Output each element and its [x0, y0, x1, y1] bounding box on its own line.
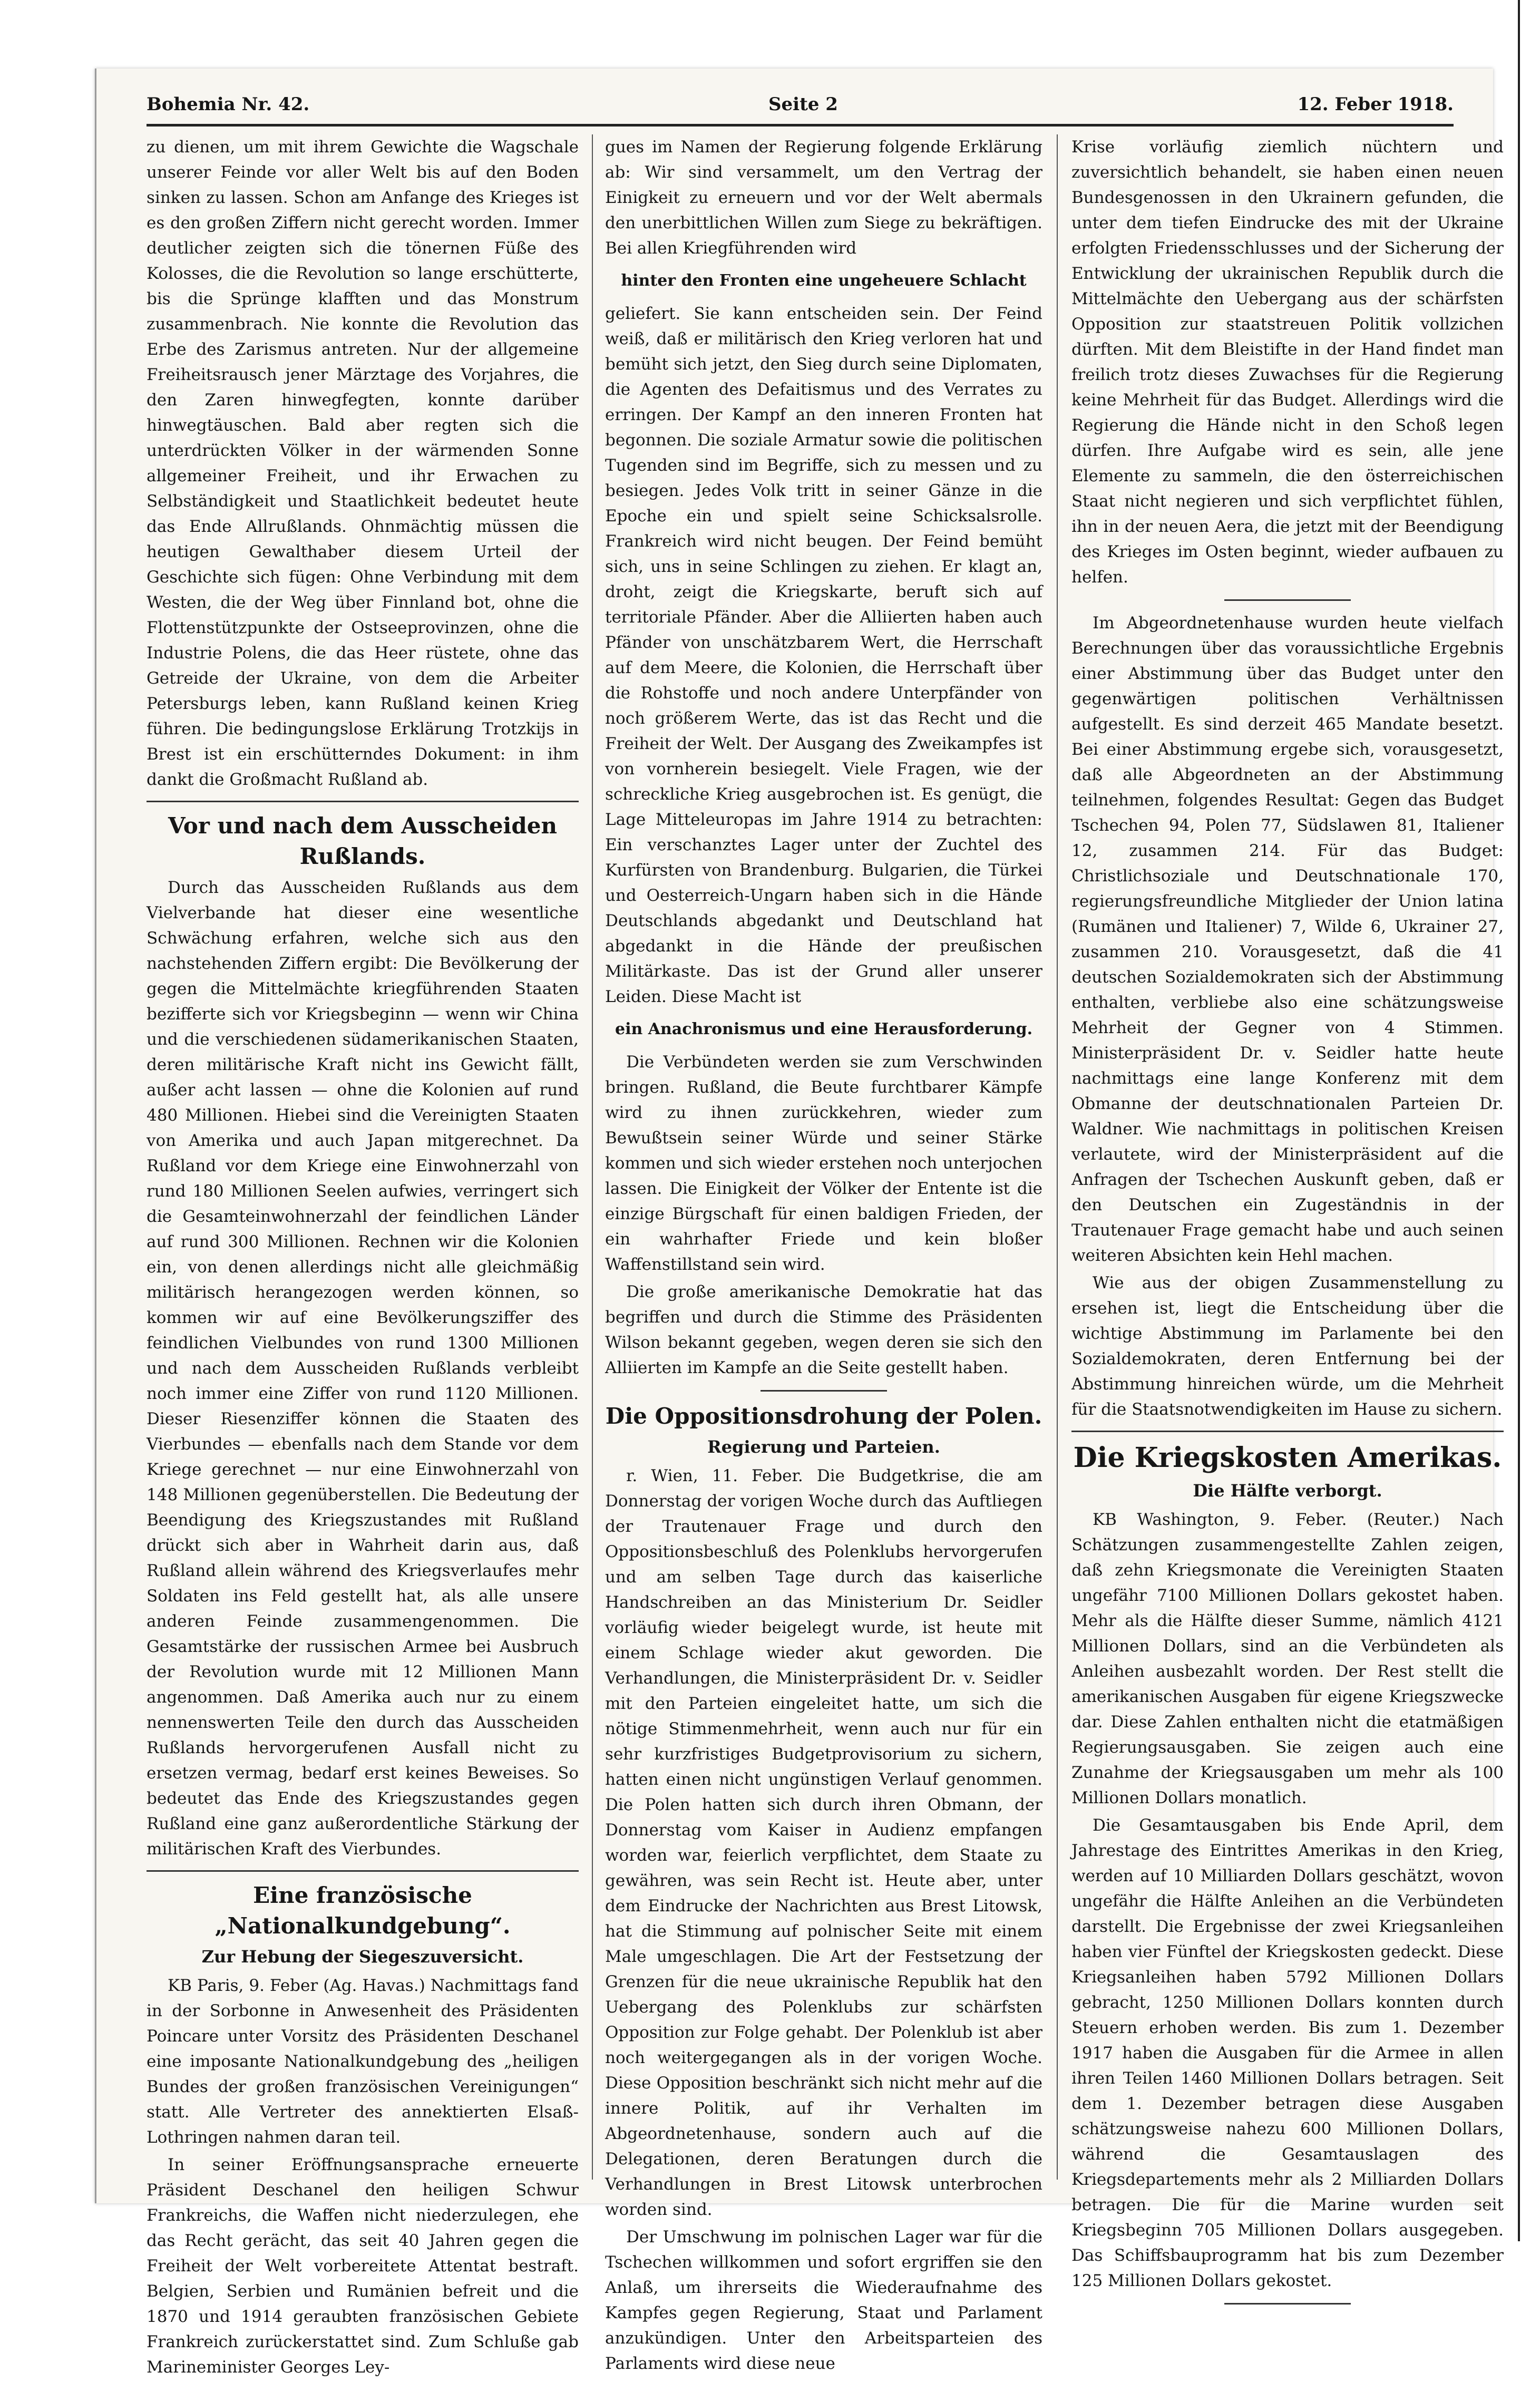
article-body-parliament-2: Wie aus der obigen Zusammenstellung zu ersehen ist, liegt die Entscheidung über die wichtige Abstimmung im Parlamente bei den Sozialdemokraten, deren Entfernung bei der Abstimmung hinreichen würde, um die Mehrheit für die Staatsnotwendigkeiten im Hause zu sichern. — [1071, 1273, 1504, 1419]
column-2 — [605, 134, 1042, 2378]
article-body-poles-2: Der Umschwung im polnischen Lager war für die Tschechen willkommen und sofort ergriffen sie den Anlaß, um ihrerseits die Wiederaufnahme des Kampfes gegen Regierung, Staat und Parlament anzukündigen. Unter den Arbeitsparteien des Parlaments wird diese neue — [605, 2228, 1042, 2373]
section-rule — [1071, 1431, 1504, 1432]
masthead-issue: Bohemia Nr. 42. — [147, 94, 310, 115]
article-body-america-1: KB Washington, 9. Feber. (Reuter.) Nach Schätzungen zusammengestellte Zahlen zeigen, daß zehn Kriegsmonate die Vereinigten Staaten ungefähr 7100 Millionen Dollars gekostet haben. Mehr als die Hälfte dieser Summe, nämlich 4121 Millionen Dollars, sind an die Verbündeten als Anleihen ausbezahlt worden. Der Rest stellt die amerikanischen Ausgaben für eigene Kriegszwecke dar. Diese Zahlen enthalten nicht die etatmäßigen Regierungsausgaben. Sie zeigen auch eine Zunahme der Kriegsausgaben um mehr als 100 Millionen Dollars monatlich. — [1071, 1510, 1504, 1807]
article-body-poles-1: r. Wien, 11. Feber. Die Budgetkrise, die am Donnerstag der vorigen Woche durch das Auftliegen der Trautenauer Frage und durch den Oppositionsbeschluß des Polenklubs hervorgerufen und am selben Tage durch das kaiserliche Handschreiben an das Ministerium Dr. Seidler vorläufig wieder beigelegt wurde, ist heute mit einem Schlage wieder akut geworden. Die Verhandlungen, die Ministerpräsident Dr. v. Seidler mit den Parteien eingeleitet hatte, um sich die nötige Stimmenmehrheit, wenn auch nur für ein sehr kurzfristiges Budgetprovisorium zu sichern, hatten einen nicht ungünstigen Verlauf genommen. Die Polen hatten sich durch ihren Obmann, der Donnerstag vom Kaiser in Audienz empfangen worden war, feierlich verpflichtet, dem Staate zu gewähren, was sein Recht ist. Heute aber, unter dem Eindrucke der Nachrichten aus Brest Litowsk, hat die Stimmung auf polnischer Seite mit einem Male umgeschlagen. Die Art der Festsetzung der Grenzen für die neue ukrainische Republik hat den Uebergang des Polenklubs zur schärfsten Opposition zur Folge gehabt. Der Polenklub ist aber noch weitergegangen als in der vorigen Woche. Diese Opposition beschränkt sich nicht mehr auf die innere Politik, auf ihr Verhalten im Abgeordnetenhause, sondern auch auf die Delegationen, deren Beratungen durch die Verhandlungen in Brest Litowsk unterbrochen worden sind. — [605, 1466, 1042, 2219]
newspaper-page — [95, 69, 1504, 2377]
column-separator-2 — [1057, 134, 1058, 2180]
inline-subheading-anachronism: ein Anachronismus und eine Herausforderung. — [615, 1020, 1033, 1038]
article-subheadline-france: Zur Hebung der Siegeszuversicht. — [201, 1947, 524, 1967]
section-rule — [147, 1870, 579, 1872]
article-body-allies: Die Verbündeten werden sie zum Verschwinden bringen. Rußland, die Beute furchtbarer Kämpfe wird zu ihnen zurückkehren, wieder zum Bewußtsein seiner Würde und seiner Stärke kommen und sich wieder erstehen noch unterjochen lassen. Die Einigkeit der Völker der Entente ist die einzige Bürgschaft für einen baldigen Frieden, der ein wahrhafter Friede und kein bloßer Waffenstillstand sein wird. — [605, 1053, 1042, 1274]
section-end-rule — [1224, 2303, 1351, 2305]
right-edge-rule — [1518, 0, 1520, 2241]
page-header — [147, 94, 1454, 120]
section-rule — [147, 801, 579, 802]
article-headline-france: Eine französische „Nationalkundgebung“. — [215, 1882, 511, 1939]
article-subheadline-america: Die Hälfte verborgt. — [1193, 1481, 1382, 1501]
article-subheadline-poles: Regierung und Parteien. — [707, 1437, 940, 1457]
article-body-france-1: KB Paris, 9. Feber (Ag. Havas.) Nachmittags fand in der Sorbonne in Anwesenheit des Präsidenten Poincare unter Vorsitz des Präsidenten Deschanel eine imposante Nationalkundgebung des „heiligen Bundes der großen französischen Vereinigungen“ statt. Alle Vertreter des annektierten Elsaß-Lothringen nahmen daran teil. — [147, 1976, 579, 2147]
header-rule — [147, 124, 1454, 127]
article-body-russia: Durch das Ausscheiden Rußlands aus dem Vielverbande hat dieser eine wesentliche Schwächung erfahren, welche sich aus den nachstehenden Ziffern ergibt: Die Bevölkerung der gegen die Mittelmächte kriegführenden Staaten bezifferte sich vor Kriegsbeginn — wenn wir China und die verschiedenen südamerikanischen Staaten, deren militärische Kraft nicht ins Gewicht fällt, außer acht lassen — ohne die Kolonien auf rund 480 Millionen. Hiebei sind die Vereinigten Staaten von Amerika und auch Japan mitgerechnet. Da Rußland vor dem Kriege eine Einwohnerzahl von rund 180 Millionen Seelen aufwies, verringert sich die Gesamteinwohnerzahl der feindlichen Länder auf rund 300 Millionen. Rechnen wir die Kolonien ein, von denen allerdings nicht alle gleichmäßig militärisch herangezogen werden können, so kommen wir auf eine Bevölkerungsziffer des feindlichen Vielbundes von rund 1300 Millionen und nach dem Ausscheiden Rußlands verbleibt noch immer eine Ziffer von rund 1120 Millionen. Dieser Riesenziffer können die Staaten des Vierbundes — ebenfalls nach dem Stande vor dem Kriege gerechnet — nur eine Einwohnerzahl von 148 Millionen gegenüberstellen. Die Bedeutung der Beendigung des Kriegszustandes mit Rußland drückt sich aber in Wahrheit darin aus, daß Rußland allein während des Kriegsverlaufes mehr Soldaten ins Feld gestellt hat, als alle unsere anderen Feinde zusammengenommen. Die Gesamtstärke der russischen Armee bei Ausbruch der Revolution wurde mit 12 Millionen Mann angenommen. Daß Amerika auch nur zu einem nennenswerten Teile den durch das Ausscheiden Rußlands hervorgerufenen Ausfall nicht zu ersetzen vermag, bedarf erst keines Beweises. So bedeutet das Ende des Kriegszustandes gegen Rußland eine ganz außerordentliche Stärkung der militärischen Kraft des Vierbundes. — [147, 878, 579, 1859]
article-continuation-text: Krise vorläufig ziemlich nüchtern und zuversichtlich behandelt, sie haben einen neuen Bundesgenossen in den Ukrainern gefunden, die unter dem tiefen Eindrucke des mit der Ukraine erfolgten Friedensschlusses und der Sicherung der Entwicklung der ukrainischen Republik durch die Mittelmächte den Uebergang aus der schärfsten Opposition zur staatstreuen Politik vollzichen dürften. Mit dem Bleistifte in der Hand findet man freilich trotz dieses Zuwachses für die Regierung keine Mehrheit für das Budget. Allerdings wird die Regierung die Hände nicht in den Schoß legen dürfen. Ihre Aufgabe wird es sein, alle jene Elemente zu sammeln, die den österreichischen Staat nicht negieren und sich verpflichtet fühlen, ihn in der neuen Aera, die jetzt mit der Beendigung des Krieges im Osten beginnt, wieder aufbauen zu helfen. — [1071, 138, 1504, 587]
article-body-france-2: In seiner Eröffnungsansprache erneuerte Präsident Deschanel den heiligen Schwur Frankreichs, die Waffen nicht niederzulegen, ehe das Recht gerächt, das seit 40 Jahren gegen die Freiheit der Welt vorbereitete Attentat bestraft. Belgien, Serbien und Rumänien befreit und die 1870 und 1914 geraubten französischen Gebiete Frankreich zurückerstattet sind. Zum Schluße gab Marineminister Georges Ley- — [147, 2155, 579, 2377]
article-continuation-text: gues im Namen der Regierung folgende Erklärung ab: Wir sind versammelt, um den Vertrag der Einigkeit zu erneuern und vor der Welt abermals den unerbittlichen Willen zum Siege zu bekräftigen. Bei allen Kriegführenden wird — [605, 138, 1042, 258]
article-headline-russia: Vor und nach dem Ausscheiden Rußlands. — [168, 813, 557, 869]
column-1 — [147, 134, 579, 2382]
page-number: Seite 2 — [768, 94, 838, 115]
section-rule — [761, 1390, 887, 1392]
article-body-parliament: Im Abgeordnetenhause wurden heute vielfach Berechnungen über das voraussichtliche Ergebnis einer Abstimmung über das Budget unter den gegenwärtigen politischen Verhältnissen aufgestellt. Es sind derzeit 465 Mandate besetzt. Bei einer Abstimmung ergebe sich, vorausgesetzt, daß alle Abgeordneten an der Abstimmung teilnehmen, folgendes Resultat: Gegen das Budget Tschechen 94, Polen 77, Südslawen 81, Italiener 12, zusammen 214. Für das Budget: Christlichsoziale und Deutschnationale 170, regierungsfreundliche Mitglieder der Union latina (Rumänen und Italiener) 7, Wilde 6, Ukrainer 27, zusammen 210. Vorausgesetzt, daß die 41 deutschen Sozialdemokraten sich der Abstimmung enthalten, verbliebe also eine schätzungsweise Mehrheit der Gegner von 4 Stimmen. Ministerpräsident Dr. v. Seidler hatte heute nachmittags eine lange Konferenz mit dem Obmanne der deutschnationalen Parteien Dr. Waldner. Wie nachmittags in politischen Kreisen verlautete, wird der Ministerpräsident auf die Anfragen der Tschechen Auskunft geben, daß er den Deutschen ein Zugeständnis in der Trautenauer Frage gemacht habe und auch seinen weiteren Absichten kein Hehl machen. — [1071, 614, 1504, 1265]
column-3 — [1071, 134, 1504, 2314]
article-continuation-text: zu dienen, um mit ihrem Gewichte die Wagschale unserer Feinde vor aller Welt bis auf den Boden sinken zu lassen. Schon am Anfange des Krieges ist es den großen Ziffern nicht gerecht worden. Immer deutlicher zeigten sich die tönernen Füße des Kolosses, die die Revolution so lange erschütterte, bis die Sprünge klafften und das Monstrum zusammenbrach. Nie konnte die Revolution das Erbe des Zarismus antreten. Nur der allgemeine Freiheitsrausch jener Märztage des Vorjahres, die den Zaren hinwegfegten, konnte darüber hinwegtäuschen. Bald aber regten sich die unterdrückten Völker in der wärmenden Sonne allgemeiner Freiheit, und ihr Erwachen zu Selbständigkeit und Staatlichkeit bedeutet heute das Ende Allrußlands. Ohnmächtig müssen die heutigen Gewalthaber diesem Urteil der Geschichte sich fügen: Ohne Verbindung mit dem Westen, die der Weg über Finnland bot, ohne die Flottenstützpunkte der Ostseeprovinzen, ohne die Industrie Polens, die das Heer rüstete, ohne das Getreide der Ukraine, von dem die Arbeiter Petersburgs leben, kann Rußland keinen Krieg führen. Die bedingungslose Erklärung Trotzkijs in Brest ist ein erschütterndes Dokument: in ihm dankt die Großmacht Rußland ab. — [147, 138, 579, 789]
inline-subheading-fronts: hinter den Fronten eine ungeheuere Schlacht — [621, 271, 1027, 290]
article-body-america-2: Die Gesamtausgaben bis Ende April, dem Jahrestage des Eintrittes Amerikas in den Krieg, werden auf 10 Milliarden Dollars geschätzt, wovon ungefähr die Hälfte Anleihen an die Verbündeten darstellt. Die Ergebnisse der zwei Kriegsanleihen haben vier Fünftel der Kriegskosten gedeckt. Diese Kriegsanleihen haben 5792 Millionen Dollars gebracht, 1250 Millionen Dollars konnten durch Steuern erhoben werden. Bis zum 1. Dezember 1917 haben die Ausgaben für die Armee in allen ihren Teilen 1460 Millionen Dollars betragen. Seit dem 1. Dezember betragen diese Ausgaben schätzungsweise nahezu 600 Millionen Dollars, während die Gesamtauslagen des Kriegsdepartements mehr als 2 Milliarden Dollars betragen. Die für die Marine wurden seit Kriegsbeginn 705 Millionen Dollars ausgegeben. Das Schiffsbauprogramm hat bis zum Dezember 125 Millionen Dollars gekostet. — [1071, 1816, 1504, 2290]
article-headline-america: Die Kriegskosten Amerikas. — [1073, 1442, 1502, 1474]
section-rule — [1224, 599, 1351, 601]
column-separator-1 — [592, 134, 593, 2180]
article-body-fronts: geliefert. Sie kann entscheiden sein. Der Feind weiß, daß er militärisch den Krieg verloren hat und bemüht sich jetzt, den Sieg durch seine Diplomaten, die Agenten des Defaitismus und des Verrates zu erringen. Der Kampf an den inneren Fronten hat begonnen. Die soziale Armatur sowie die politischen Tugenden sind im Begriffe, sich zu messen und zu besiegen. Jedes Volk tritt in seiner Gänze in die Epoche ein und spielt seine Schicksalsrolle. Frankreich wird nicht beugen. Der Feind bemüht sich, uns in seine Schlingen zu ziehen. Er klagt an, droht, zeigt die Kriegskarte, beruft sich auf territoriale Pfänder. Aber die Alliierten haben auch Pfänder von unschätzbarem Wert, die Herrschaft auf dem Meere, die Kolonien, die Herrschaft über die Rohstoffe und noch andere Unterpfänder von noch größerem Werte, das ist das Recht und die Freiheit der Welt. Der Ausgang des Zweikampfes ist von vornherein besiegelt. Viele Fragen, wie der schreckliche Krieg ausgebrochen ist. Es genügt, die Lage Mitteleuropas im Jahre 1914 zu betrachten: Ein verschanztes Lager unter der Zuchtel des Kurfürsten von Brandenburg. Bulgarien, die Türkei und Oesterreich-Ungarn haben sich in die Hände Deutschlands abgedankt und Deutschland hat abgedankt in die Hände der preußischen Militärkaste. Das ist der Grund aller unserer Leiden. Diese Macht ist — [605, 304, 1042, 1006]
article-headline-poles: Die Oppositionsdrohung der Polen. — [605, 1403, 1042, 1429]
article-body-democracy: Die große amerikanische Demokratie hat das begriffen und durch die Stimme des Präsidenten Wilson bekannt gegeben, wegen deren sie sich den Alliierten im Kampfe an die Seite gestellt haben. — [605, 1282, 1042, 1377]
issue-date: 12. Feber 1918. — [1297, 94, 1454, 115]
